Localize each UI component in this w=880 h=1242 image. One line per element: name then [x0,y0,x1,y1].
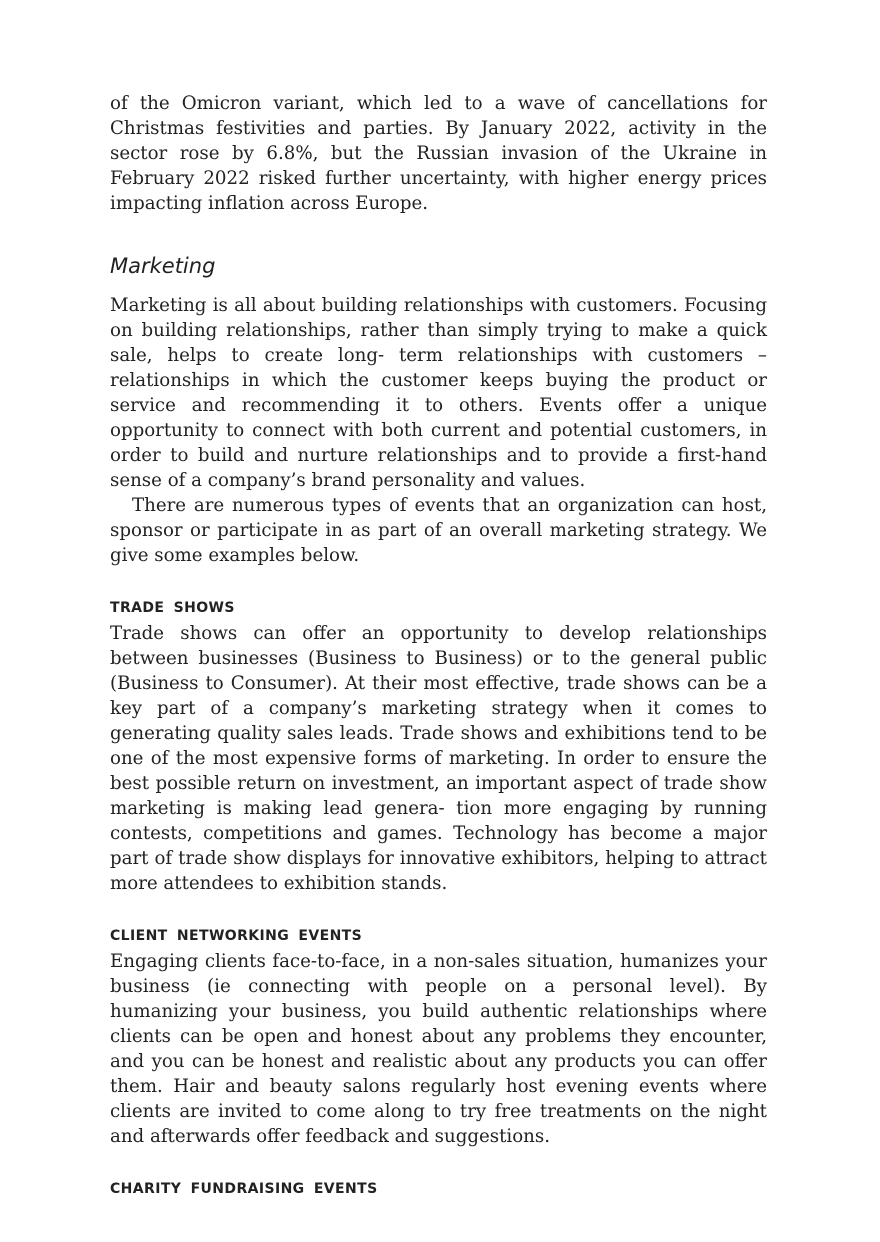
marketing-heading: Marketing [110,254,216,278]
client-networking-paragraph: Engaging clients face-to-face, in a non-sales situation, humanizes your business (ie connecting with people on a personal level). By humanizing your business, you build authentic relationships where clients can be open and honest about any problems they encounter, and you can be honest and realistic about any products you can offer them. Hair and beauty salons regularly host evening events where clients are invited to come along to try free treatments on the night and afterwards offer feedback and suggestions. [110,951,767,1147]
intro-paragraph: of the Omicron variant, which led to a wave of cancellations for Christmas festivities and parties. By January 2022, activity in the sector rose by 6.8%, but the Russian invasion of the Ukraine in February 2022 risked further uncertainty, with higher energy prices impacting inflation across Europe. [110,93,767,214]
charity-fundraising-heading: CHARITY FUNDRAISING EVENTS [110,1181,378,1197]
trade-shows-heading: TRADE SHOWS [110,600,235,616]
marketing-paragraph-1: Marketing is all about building relationships with customers. Focusing on building relationships, rather than simply trying to make a quick sale, helps to create long- term relationships with customers – relationships in which the customer keeps buying the product or service and recommending it to others. Events offer a unique opportunity to connect with both current and potential customers, in order to build and nurture relationships and to provide a first-hand sense of a company’s brand personality and values. [110,295,767,491]
client-networking-heading: CLIENT NETWORKING EVENTS [110,928,363,944]
marketing-paragraph-2: There are numerous types of events that an organization can host, sponsor or participate in as part of an overall marketing strategy. We give some examples below. [110,495,767,566]
trade-shows-paragraph: Trade shows can offer an opportunity to develop relationships between businesses (Business to Business) or to the general public (Business to Consumer). At their most effective, trade shows can be a key part of a company’s marketing strategy when it comes to generating quality sales leads. Trade shows and exhibitions tend to be one of the most expensive forms of marketing. In order to ensure the best possible return on investment, an important aspect of trade show marketing is making lead genera- tion more engaging by running contests, competitions and games. Technology has become a major part of trade show displays for innovative exhibitors, helping to attract more attendees to exhibition stands. [110,623,767,894]
document-page [110,91,767,1202]
